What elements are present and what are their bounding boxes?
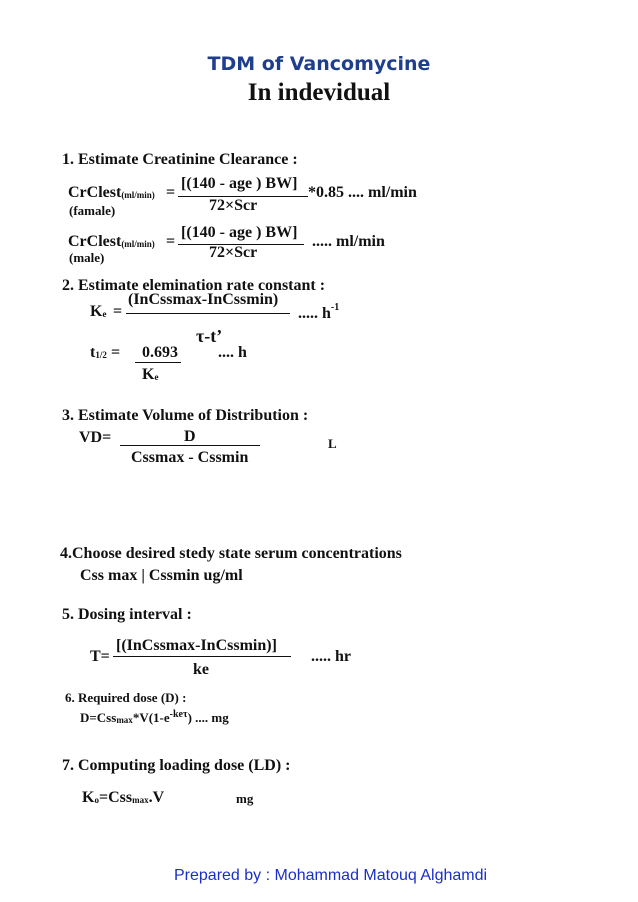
ke-eq: = xyxy=(113,303,123,320)
crcl-female-lhs-sub: (ml/min) xyxy=(121,190,155,200)
page-subtitle: In indevidual xyxy=(247,79,391,106)
step6-heading: 6. Required dose (D) : xyxy=(65,690,187,705)
half-life-denominator-sub: e xyxy=(154,372,159,382)
tau-numerator: [(InCssmax-InCssmin)] xyxy=(116,637,277,654)
crcl-male-lhs xyxy=(68,233,155,251)
dose-formula-part-b: *V(1-e xyxy=(132,710,170,725)
crcl-male-lhs-text: CrClest xyxy=(68,233,122,250)
crcl-male-denominator: 72×Scr xyxy=(209,244,258,261)
crcl-female-suffix: *0.85 .... ml/min xyxy=(308,184,417,201)
ke-denominator: τ-t’ xyxy=(196,326,223,346)
half-life-lhs xyxy=(90,344,107,362)
crcl-female-denominator: 72×Scr xyxy=(209,197,258,214)
ke-unit xyxy=(298,302,340,323)
step5-heading: 5. Dosing interval : xyxy=(62,606,192,623)
loading-dose-part-c: .V xyxy=(148,789,165,806)
author-credit: Prepared by : Mohammad Matouq Alghamdi xyxy=(174,867,488,884)
crcl-female-numerator: [(140 - age ) BW] xyxy=(181,175,298,192)
vd-lhs: VD= xyxy=(79,429,112,446)
dose-formula-part-a: D=Css xyxy=(80,710,117,725)
step2-heading: 2. Estimate elemination rate constant : xyxy=(62,277,326,294)
half-life-fraction-bar xyxy=(135,362,181,363)
loading-dose-part-a: K xyxy=(82,789,95,806)
tau-denominator: ke xyxy=(193,661,209,678)
crcl-female-lhs-text: CrClest xyxy=(68,184,122,201)
dose-formula-sup: -keτ xyxy=(169,709,188,720)
crcl-male-label: (male) xyxy=(69,250,105,265)
crcl-female-lhs xyxy=(68,184,155,202)
ke-unit-text: ..... h xyxy=(298,305,331,322)
loading-dose-unit: mg xyxy=(236,791,254,806)
half-life-denominator-text: K xyxy=(142,366,155,383)
page-title: TDM of Vancomycine xyxy=(207,53,431,75)
ke-lhs xyxy=(90,303,106,321)
vd-unit: L xyxy=(328,436,337,451)
dose-formula xyxy=(80,710,229,726)
tau-fraction-bar xyxy=(113,656,291,657)
ke-fraction-bar xyxy=(126,313,290,314)
dose-formula-part-c: ) .... mg xyxy=(187,710,229,725)
step4-heading: 4.Choose desired stedy state serum concentrations xyxy=(60,545,402,562)
half-life-eq: = xyxy=(111,344,121,361)
tau-unit: ..... hr xyxy=(311,648,351,665)
ke-lhs-sub: e xyxy=(102,309,107,319)
loading-dose-sub-b: max xyxy=(132,795,149,805)
half-life-lhs-sub: 1/2 xyxy=(95,350,107,360)
vd-denominator: Cssmax - Cssmin xyxy=(131,449,249,466)
step3-heading: 3. Estimate Volume of Distribution : xyxy=(62,407,309,424)
crcl-male-suffix: ..... ml/min xyxy=(312,233,385,250)
half-life-numerator: 0.693 xyxy=(142,344,178,361)
loading-dose-formula xyxy=(82,789,164,807)
crcl-female-eq: = xyxy=(166,184,176,201)
vd-fraction-bar xyxy=(120,445,260,446)
tau-lhs: T= xyxy=(90,648,110,665)
vd-numerator: D xyxy=(184,428,196,445)
ke-lhs-text: K xyxy=(90,303,103,320)
ke-unit-sup: -1 xyxy=(330,302,340,313)
dose-formula-sub: max xyxy=(116,715,133,725)
step7-heading: 7. Computing loading dose (LD) : xyxy=(62,757,291,774)
half-life-denominator xyxy=(142,366,158,384)
step4-concentrations: Css max | Cssmin ug/ml xyxy=(80,567,243,584)
ke-numerator: (InCssmax-InCssmin) xyxy=(128,291,279,308)
loading-dose-sub-a: o xyxy=(94,795,99,805)
half-life-lhs-text: t xyxy=(90,344,96,361)
crcl-female-label: (famale) xyxy=(69,203,116,218)
crcl-male-eq: = xyxy=(166,233,176,250)
crcl-male-numerator: [(140 - age ) BW] xyxy=(181,224,298,241)
loading-dose-part-b: =Css xyxy=(98,789,133,806)
half-life-unit: .... h xyxy=(218,344,247,361)
step1-heading: 1. Estimate Creatinine Clearance : xyxy=(62,151,298,168)
crcl-male-lhs-sub: (ml/min) xyxy=(121,239,155,249)
